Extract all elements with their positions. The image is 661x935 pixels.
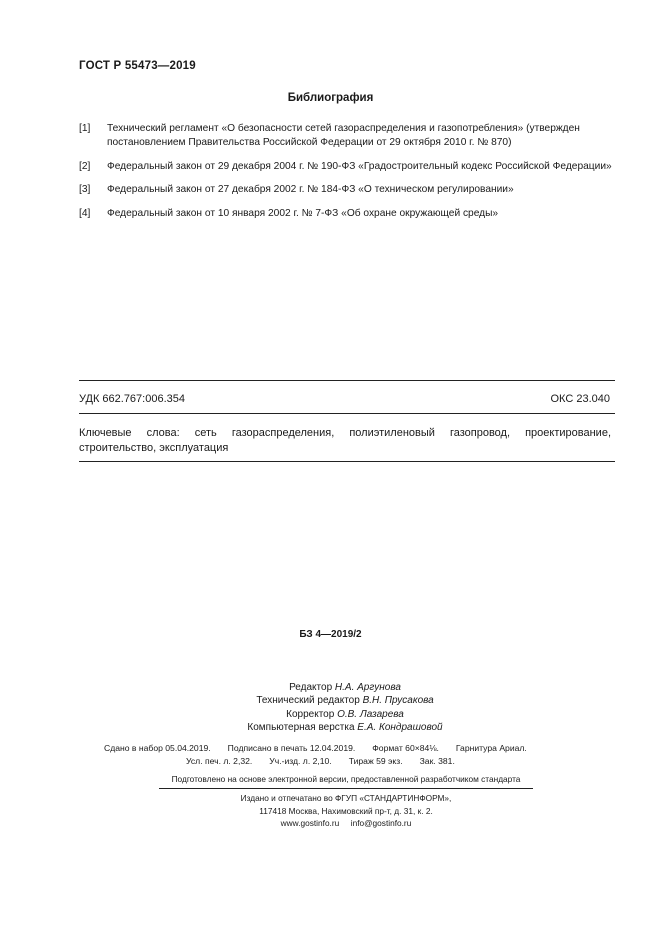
editorial-credits <box>0 681 661 734</box>
imprint-field: Гарнитура Ариал. <box>455 743 527 753</box>
bibliography-item <box>79 183 619 197</box>
publisher-line: Издано и отпечатано во ФГУП «СТАНДАРТИНФОРМ», <box>240 793 452 803</box>
divider <box>79 461 615 462</box>
bibliography-title: Библиография <box>287 92 374 104</box>
credit-name: О.В. Лазарева <box>337 708 404 720</box>
credit-name: В.Н. Прусакова <box>362 695 434 707</box>
divider <box>159 788 533 789</box>
credit-role: Компьютерная верстка <box>247 721 355 733</box>
bibliography-item <box>79 160 619 174</box>
bibliography-item <box>79 207 619 221</box>
bibliography-item <box>79 122 619 150</box>
publisher-info <box>0 792 661 830</box>
publisher-line: 117418 Москва, Нахимовский пр-т, д. 31, к. 2. <box>259 805 433 816</box>
publisher-line: www.gostinfo.ru info@gostinfo.ru <box>280 818 412 828</box>
divider <box>79 413 615 414</box>
credit-role: Корректор <box>286 708 335 720</box>
bibliography-item-text: Федеральный закон от 29 декабря 2004 г. № 190-ФЗ «Градостроительный кодекс Российской Федерации» <box>107 160 612 172</box>
document-number: ГОСТ Р 55473—2019 <box>79 60 196 72</box>
credit-line <box>0 681 661 694</box>
credit-role: Редактор <box>289 682 333 693</box>
bibliography-item-number: [4] <box>79 207 91 219</box>
credit-name: Н.А. Аргунова <box>334 682 401 693</box>
prepared-note: Подготовлено на основе электронной версии, предоставленной разработчиком стандарта <box>171 774 521 784</box>
imprint-field: Уч.-изд. л. 2,10. <box>269 756 332 766</box>
imprint-field: Подписано в печать 12.04.2019. <box>227 743 356 753</box>
imprint-line <box>104 743 527 753</box>
bz-number: БЗ 4—2019/2 <box>299 629 362 640</box>
imprint-field: Сдано в набор 05.04.2019. <box>104 743 211 753</box>
bibliography-item-number: [1] <box>79 123 91 134</box>
imprint-field: Зак. 381. <box>419 756 455 766</box>
bibliography-item-text: Федеральный закон от 27 декабря 2002 г. № 184-ФЗ «О техническом регулировании» <box>107 184 514 195</box>
credit-name: Е.А. Кондрашовой <box>357 721 443 733</box>
keywords: Ключевые слова: сеть газораспределения, полиэтиленовый газопровод, проектирование, строительство, эксплуатация <box>79 427 611 454</box>
credit-line <box>0 721 661 734</box>
credit-line <box>0 694 661 707</box>
udk-code: УДК 662.767:006.354 <box>79 393 185 405</box>
oks-code: ОКС 23.040 <box>550 393 610 405</box>
bibliography-item-number: [3] <box>79 184 91 195</box>
divider <box>79 380 615 381</box>
bibliography-item-text: Федеральный закон от 10 января 2002 г. № 7-ФЗ «Об охране окружающей среды» <box>107 207 499 219</box>
imprint-field: Усл. печ. л. 2,32. <box>186 756 253 766</box>
imprint-line <box>186 756 455 766</box>
imprint-field: Формат 60×84⅛. <box>372 743 439 753</box>
credit-role: Технический редактор <box>256 695 360 707</box>
credit-line <box>0 708 661 721</box>
imprint-field: Тираж 59 экз. <box>348 756 403 766</box>
bibliography-item-text: Технический регламент «О безопасности сетей газораспределения и газопотребления» (утвержден постановлением Правительства Российской Федерации от 29 октября 2010 г. № 870) <box>107 123 580 148</box>
bibliography-list <box>79 122 619 230</box>
bibliography-item-number: [2] <box>79 160 91 172</box>
